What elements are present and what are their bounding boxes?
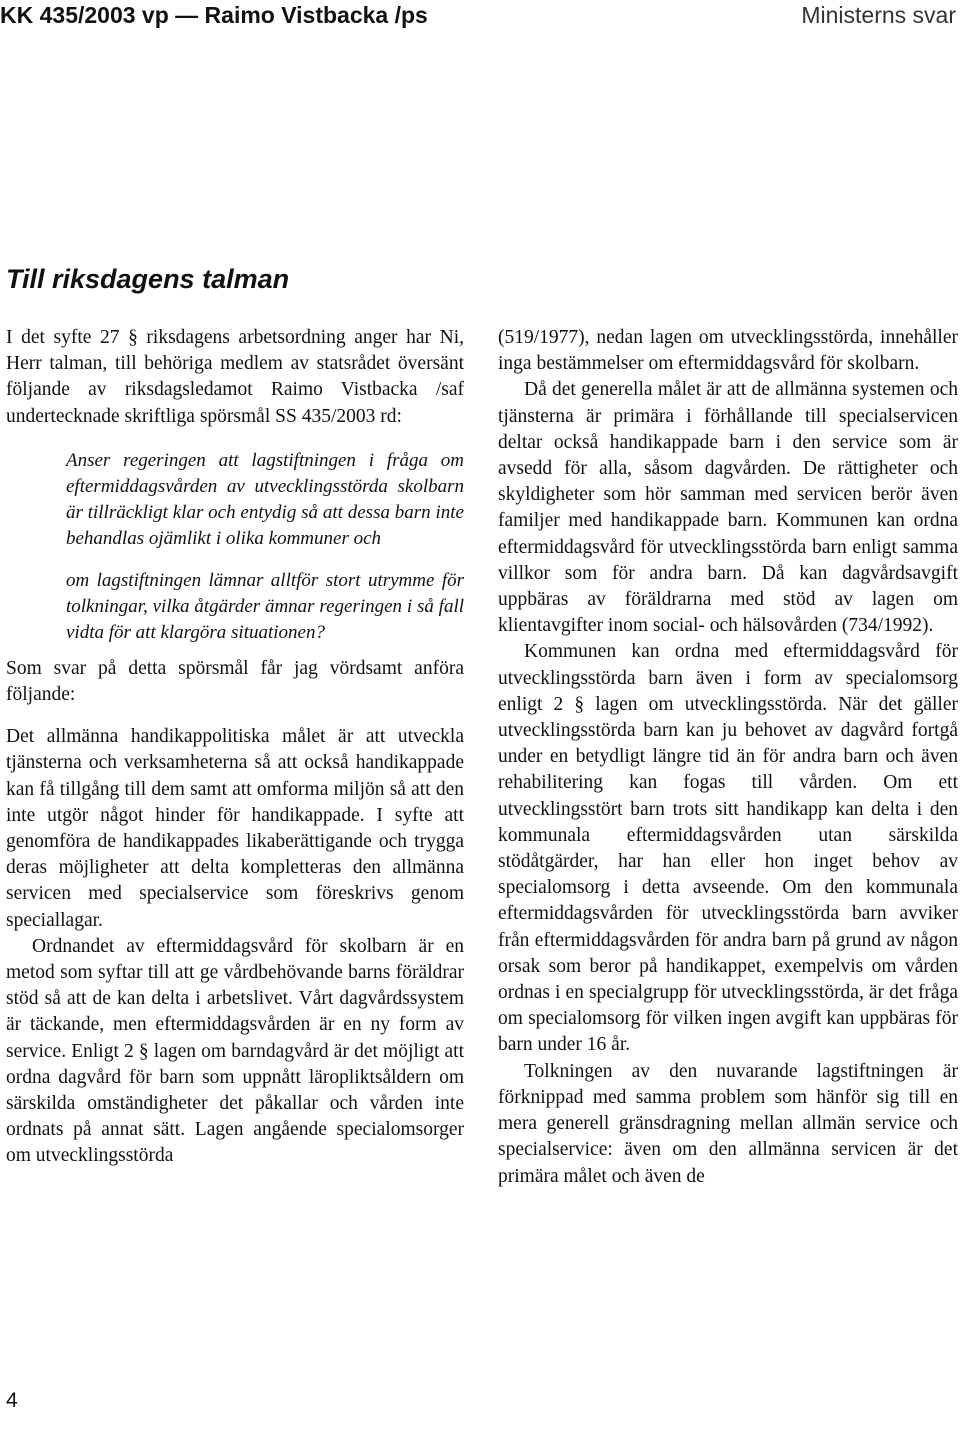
- body-paragraph: Då det generella målet är att de allmänna systemen och tjänsterna är primära i förhållande till specialservicen deltar också handikappade barn i den service som är avsedd för alla, såsom dagvården. De rättigheter och skyldigheter som hör samman med servicen berör även familjer med handikappade barn. Kommunen kan ordna eftermiddagsvård för utvecklingsstörda barn enligt samma villkor som för andra barn. Då kan dagvårdsavgift uppbäras av föräldrarna med stöd av lagen om klientavgifter inom social- och hälsovården (734/1992).: [498, 379, 958, 637]
- running-header-left: KK 435/2003 vp — Raimo Vistbacka /ps: [0, 2, 428, 28]
- intro-paragraph: I det syfte 27 § riksdagens arbetsordning anger har Ni, Herr talman, till behöriga medlem av statsrådet översänt följande av riksdagsledamot Raimo Vistbacka /saf undertecknade skriftliga spörsmål SS 435/2003 rd:: [6, 327, 464, 427]
- answer-intro: Som svar på detta spörsmål får jag vördsamt anföra följande:: [6, 657, 464, 706]
- body-paragraph: Kommunen kan ordna med eftermiddagsvård för utvecklingsstörda barn även i form av specialomsorg enligt 2 § lagen om utvecklingsstörda. När det gäller utvecklingsstörda barn kan ju behovet av dagvård fortgå under en betydligt längre tid än för andra barn och även rehabilitering kan fogas till vården. Om ett utvecklingsstört barn trots sitt handikapp kan delta i den kommunala eftermiddagsvården utan särskilda stödåtgärder, har han eller hon inget behov av specialomsorg i detta avseende. Om den kommunala eftermiddagsvården för utvecklingsstörda barn avviker från eftermiddagsvården för andra barn på grund av någon orsak som beror på handikappet, exempelvis om vården ordnas i en specialgrupp för utvecklingsstörda, är det fråga om specialomsorg för vilken ingen avgift kan uppbäras för barn under 16 år.: [498, 641, 958, 1056]
- body-paragraph: (519/1977), nedan lagen om utvecklingsstörda, innehåller inga bestämmelser om eftermiddagsvård för skolbarn.: [498, 327, 958, 375]
- body-paragraph: Det allmänna handikappolitiska målet är att utveckla tjänsterna och verksamheterna så att också handikappade kan få tillgång till dem samt att omforma miljön så att den inte utgör något hinder för handikappade. I syfte att genomföra de handikappades likaberättigande och trygga deras möjligheter att delta kompletteras den allmänna servicen med specialservice som föreskrivs genom speciallagar.: [6, 726, 464, 931]
- body-paragraph: Tolkningen av den nuvarande lagstiftningen är förknippad med samma problem som hänför sig till en mera generell gränsdragning mellan allmän service och specialservice: även om den allmänna servicen är det primära målet och även de: [498, 1060, 958, 1187]
- running-header-right: Ministerns svar: [801, 2, 956, 28]
- right-column: [498, 325, 958, 1190]
- letter-heading: Till riksdagens talman: [6, 264, 290, 294]
- question-part-1: Anser regeringen att lagstiftningen i fråga om eftermiddagsvården av utvecklingsstörda skolbarn är tillräckligt klar och entydig så att dessa barn inte behandlas ojämlikt i olika kommuner och: [66, 449, 464, 549]
- body-paragraph: Ordnandet av eftermiddagsvård för skolbarn är en metod som syftar till att ge vårdbehövande barns föräldrar stöd så att de kan delta i arbetslivet. Vårt dagvårdssystem är täckande, men eftermiddagsvården är en ny form av service. Enligt 2 § lagen om barndagvård är det möjligt att ordna dagvård för barn som uppnått läropliktsåldern om särskilda omständigheter det påkallar och vården inte ordnats på annat sätt. Lagen angående specialomsorger om utvecklingsstörda: [6, 935, 464, 1167]
- question-part-2: om lagstiftningen lämnar alltför stort utrymme för tolkningar, vilka åtgärder ämnar regeringen i så fall vidta för att klargöra situationen?: [66, 569, 464, 643]
- page-number: 4: [6, 1389, 18, 1412]
- left-column: [6, 325, 464, 1170]
